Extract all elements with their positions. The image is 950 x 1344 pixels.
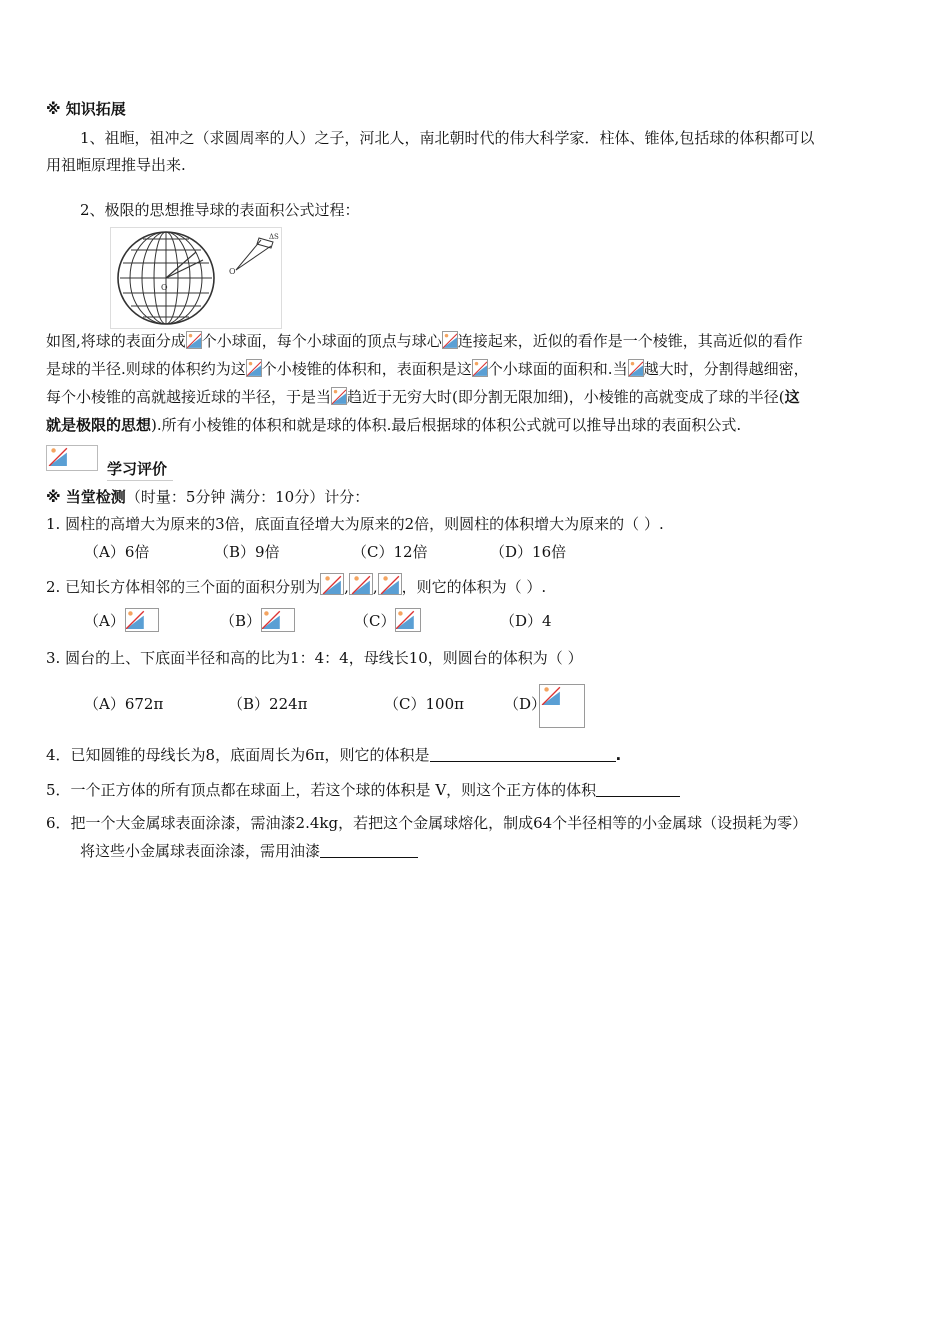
section-title-image	[46, 445, 98, 471]
para-text: 是球的半径.则球的体积约为这	[46, 360, 246, 378]
para-text: 个小球面，每个小球面的顶点与球心	[201, 332, 442, 350]
q1-option-b: （B）9倍	[214, 543, 280, 561]
para-text: ).所有小棱锥的体积和就是球的体积.最后根据球的体积公式就可以推导出球的表面积公式.	[151, 416, 742, 434]
section-heading-knowledge: ※ 知识拓展	[46, 100, 126, 118]
sphere-figure-drawing	[111, 228, 281, 328]
para-text: 连接起来，近似的看作是一个棱锥，其高近似的看作	[457, 332, 803, 350]
q2-option-c	[354, 608, 421, 632]
question-3: 3. 圆台的上、下底面半径和高的比为1：4：4，母线长10，则圆台的体积为（ ）	[46, 649, 583, 667]
para-text: 趋近于无穷大时(即分割无限加细)，小棱锥的高就变成了球的半径(	[347, 388, 785, 406]
para-text: 如图,将球的表面分成	[46, 332, 186, 350]
question-1: 1. 圆柱的高增大为原来的3倍，底面直径增大为原来的2倍，则圆柱的体积增大为原来的（ ）.	[46, 515, 664, 533]
q1-option-d: （D）16倍	[490, 543, 567, 561]
formula-image-icon	[125, 608, 159, 632]
check-heading: ※ 当堂检测	[46, 488, 126, 506]
formula-image-icon	[246, 359, 262, 377]
formula-image-icon	[628, 359, 644, 377]
formula-image-icon	[261, 608, 295, 632]
q3-option-b: （B）224π	[228, 695, 308, 713]
question-5	[46, 779, 680, 801]
para-bold-text: 就是极限的思想	[46, 416, 152, 434]
item1-line2: 用祖暅原理推导出来.	[46, 156, 186, 174]
q4-answer-blank[interactable]	[430, 745, 616, 762]
para-text: 越大时，分割得越细密，	[643, 360, 809, 378]
q2-option-d: （D）4	[500, 612, 552, 630]
q2-separator: ,	[372, 578, 378, 596]
formula-image-icon	[442, 331, 458, 349]
question-2	[46, 573, 546, 598]
check-meta: （时量：5分钟 满分：10分）计分：	[125, 488, 370, 506]
q1-option-c: （C）12倍	[352, 543, 428, 561]
q2-text: 2. 已知长方体相邻的三个面的面积分别为	[46, 578, 321, 596]
formula-image-icon	[378, 573, 402, 595]
check-heading-row	[46, 486, 369, 508]
q5-text: 5．一个正方体的所有顶点都在球面上，若这个球的体积是 V，则这个正方体的体积	[46, 781, 597, 799]
question-6-line2	[80, 840, 418, 862]
item1-line1: 1、祖暅，祖冲之（求圆周率的人）之子，河北人，南北朝时代的伟大科学家．柱体、锥体,包括球的体积都可以	[80, 129, 815, 147]
formula-image-icon	[472, 359, 488, 377]
q3-option-c: （C）100π	[384, 695, 464, 713]
sphere-figure	[110, 227, 282, 329]
explanation-line-4	[46, 411, 916, 439]
q4-text: 4．已知圆锥的母线长为8，底面周长为6π，则它的体积是	[46, 746, 430, 764]
q2-text: ，则它的体积为（ ）.	[401, 578, 547, 596]
q2-option-c-label: （C）	[354, 612, 396, 630]
question-6-line1: 6．把一个大金属球表面涂漆，需油漆2.4kg，若把这个金属球熔化，制成64个半径相等的小金属球（设损耗为零）	[46, 814, 808, 832]
formula-image-icon	[331, 387, 347, 405]
q6-text: 将这些小金属球表面涂漆，需用油漆	[80, 842, 321, 860]
para-text: 个小棱锥的体积和，表面积是这	[261, 360, 472, 378]
para-text: 每个小棱锥的高就越接近球的半径，于是当	[46, 388, 332, 406]
figure-label-o2: O	[229, 267, 236, 276]
question-4	[46, 744, 621, 766]
section-title-evaluation: 学习评价	[107, 458, 173, 481]
figure-label-ds: ΔS	[269, 233, 279, 241]
formula-image-icon	[395, 608, 421, 632]
q3-option-d: （D）	[504, 695, 547, 713]
q5-answer-blank[interactable]	[596, 780, 680, 797]
explanation-line-2	[46, 355, 916, 383]
q2-option-a-label: （A）	[84, 612, 125, 630]
formula-image-icon	[320, 573, 344, 595]
q2-separator: ,	[344, 578, 349, 596]
formula-image-icon	[186, 331, 202, 349]
explanation-paragraph	[46, 327, 916, 439]
q3-option-a: （A）672π	[84, 695, 164, 713]
q2-option-b-label: （B）	[220, 612, 262, 630]
item2-text: 2、极限的思想推导球的表面积公式过程：	[80, 201, 360, 219]
figure-label-o1: O	[161, 283, 168, 292]
explanation-line-3	[46, 383, 916, 411]
para-bold-text: 这	[784, 388, 800, 406]
formula-image-icon	[349, 573, 373, 595]
image-placeholder-icon	[47, 446, 69, 466]
q1-option-a: （A）6倍	[84, 543, 150, 561]
formula-image-icon	[540, 685, 562, 705]
explanation-line-1	[46, 327, 916, 355]
q2-option-a	[84, 608, 159, 632]
q4-end: .	[615, 746, 622, 764]
q2-option-b	[220, 608, 295, 632]
q6-answer-blank[interactable]	[320, 841, 418, 858]
para-text: 个小球面的面积和.当	[487, 360, 628, 378]
q3-option-d-image	[539, 684, 585, 728]
